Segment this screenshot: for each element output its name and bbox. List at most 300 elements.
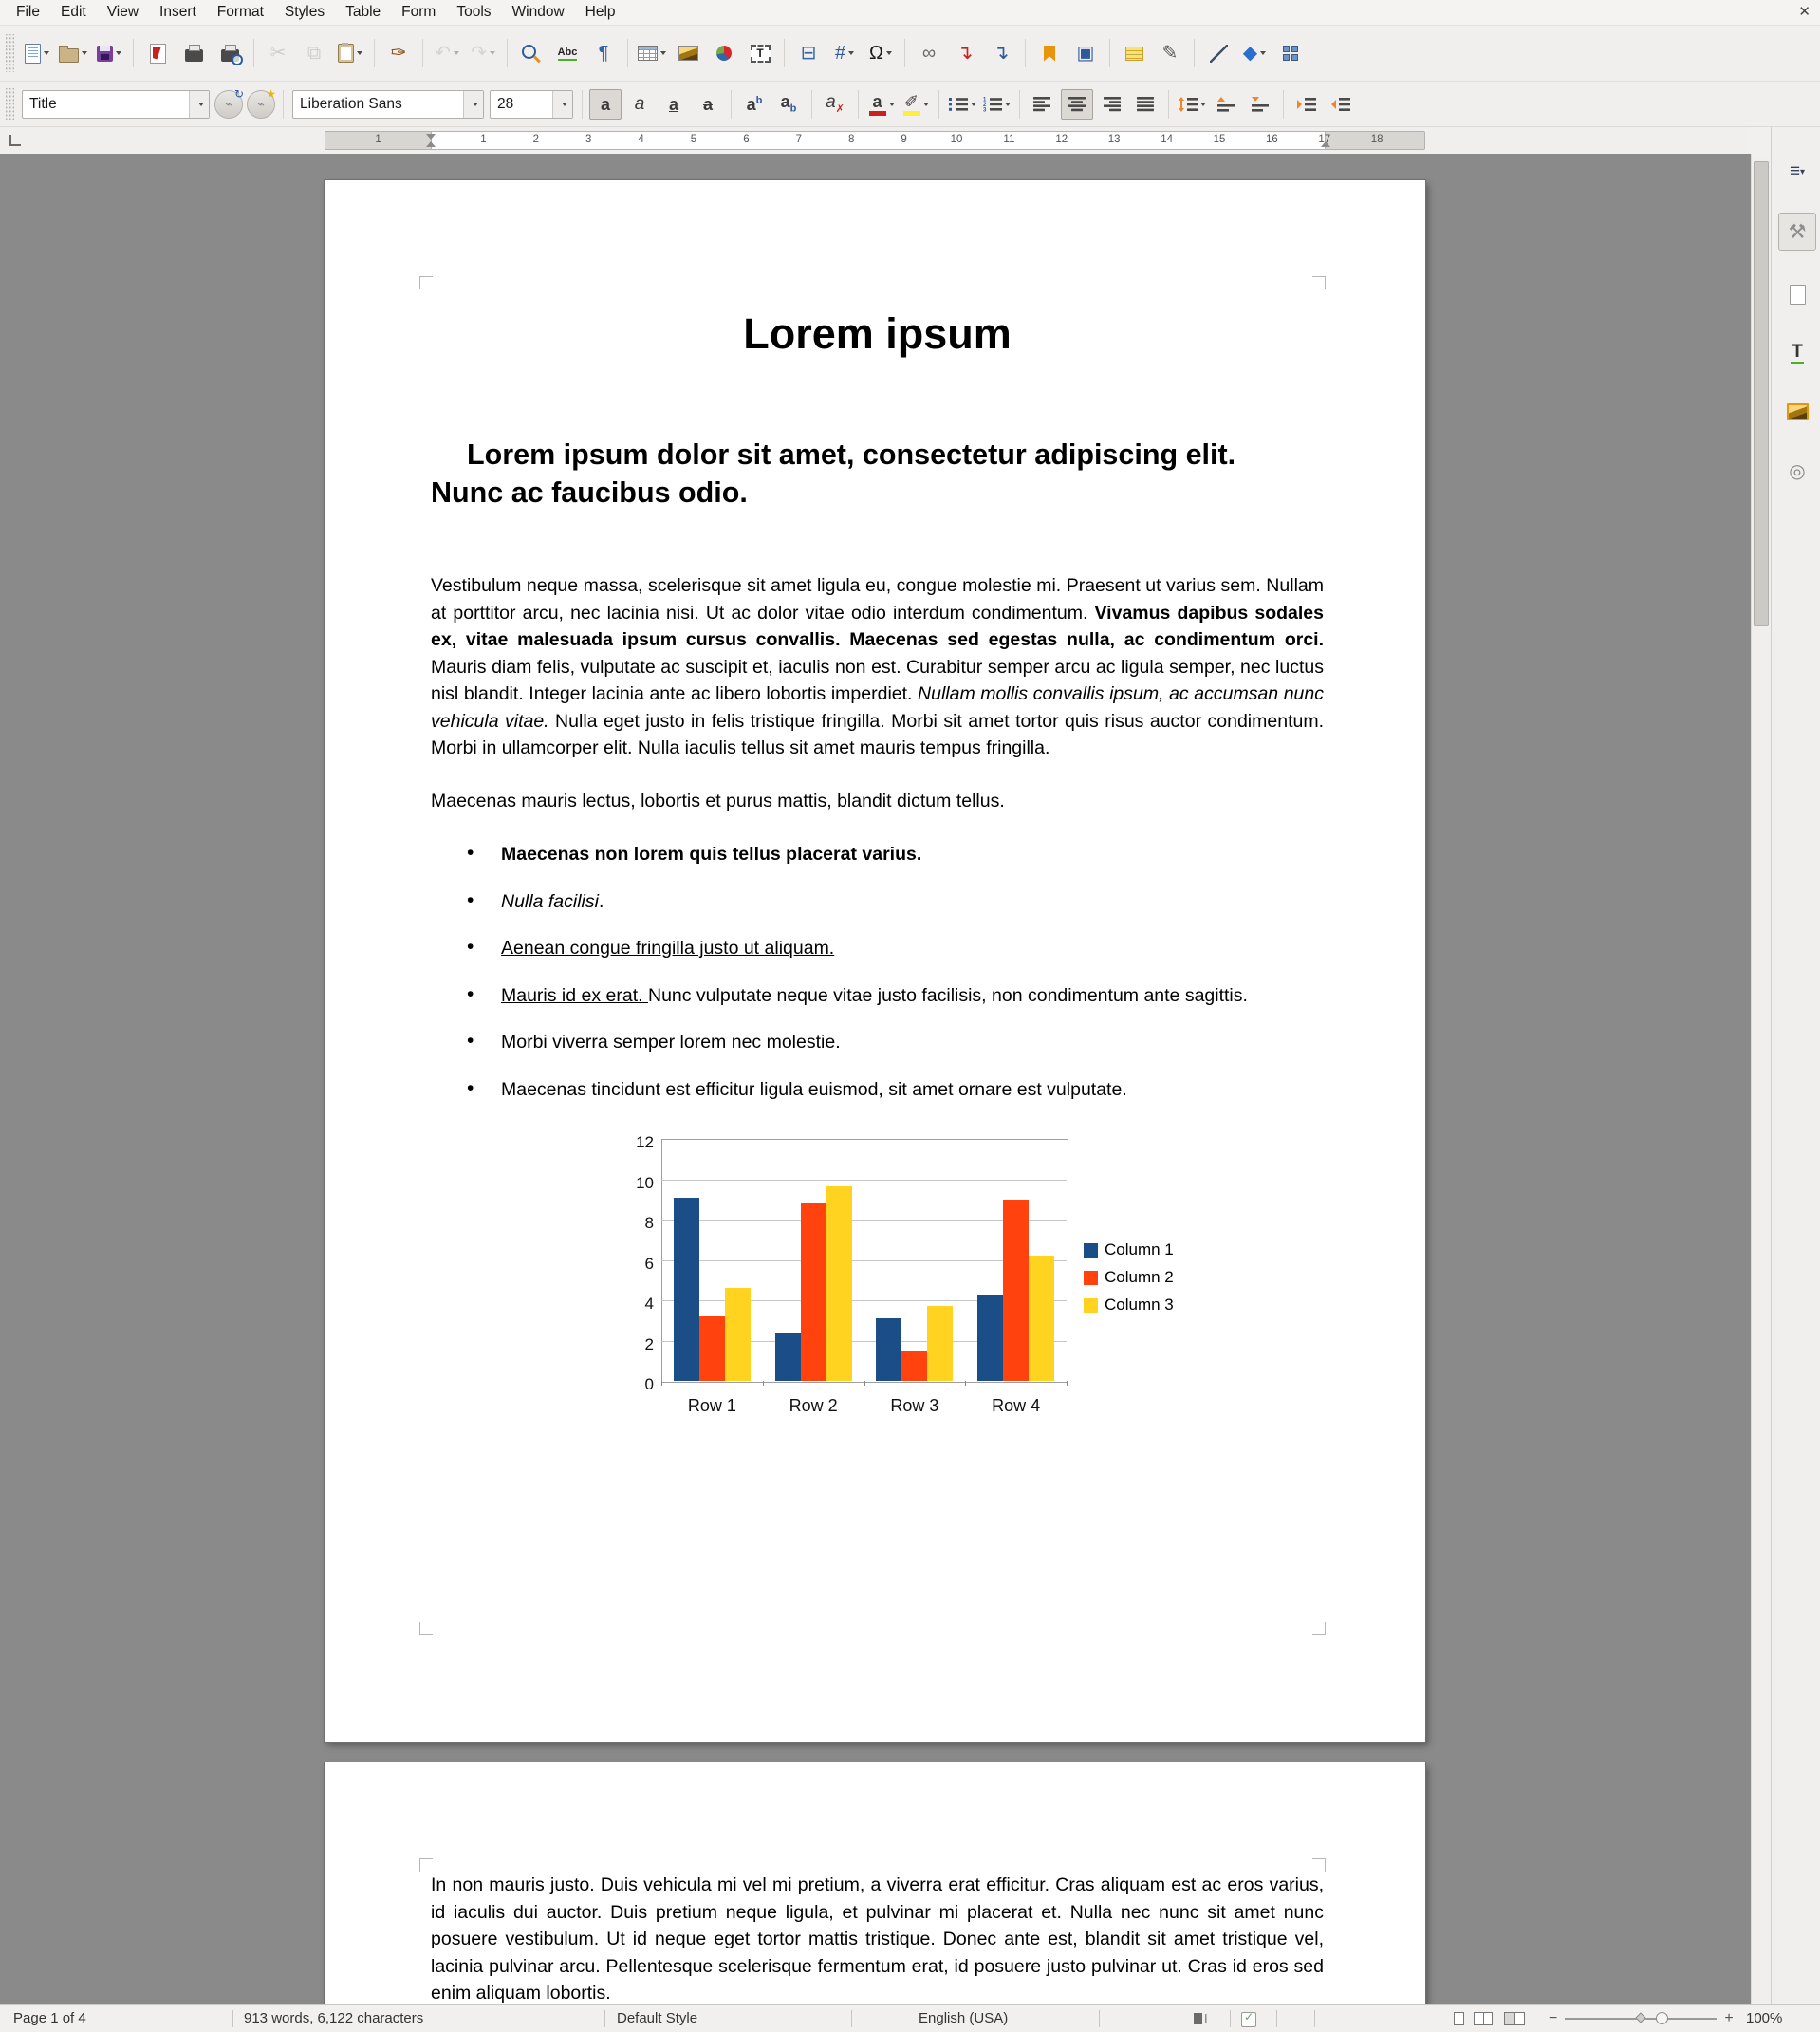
standard-toolbar-items [19,36,1309,70]
chart-bar [801,1203,826,1381]
legend-label: Column 2 [1105,1268,1174,1286]
paste-icon [338,44,354,63]
formatting-marks-button[interactable] [586,36,621,70]
dropdown-arrow-icon[interactable] [1260,51,1266,55]
font-size-combo[interactable] [490,90,573,119]
paragraph-style-dropdown[interactable] [189,91,209,118]
undo-button[interactable] [430,36,464,70]
document-area [0,154,1751,2004]
ruler-number: 18 [1370,134,1384,145]
undo-icon: ↶ [435,43,451,64]
status-separator [604,2010,605,2027]
chart-x-axis-label: Row 2 [789,1396,838,1415]
superscript-button[interactable] [738,89,771,120]
legend-swatch [1084,1243,1098,1258]
text-boundary-corner [1312,276,1326,289]
menu-window[interactable]: Window [511,4,565,20]
chart-axis-tick [1067,1381,1068,1386]
print-preview-icon [221,45,239,62]
insert-special-character-button[interactable] [864,36,898,70]
font-name-dropdown[interactable] [463,91,483,118]
clone-formatting-icon: ✑ [390,43,407,64]
text-boundary-corner [1312,1858,1326,1872]
chart-bar [775,1333,801,1381]
insert-image-button[interactable] [671,36,705,70]
text-boundary-corner [419,1622,433,1635]
page-2-content [325,1762,1425,2004]
export-pdf-icon [150,44,166,64]
chart-axis-tick [763,1381,764,1386]
document-title: Lorem ipsum [743,309,1012,358]
toolbar-separator [1194,39,1195,67]
chart-y-axis-label: 0 [644,1375,654,1393]
justify-button[interactable] [1129,89,1161,120]
subscript-button[interactable] [772,89,805,120]
toolbar-separator [283,90,284,119]
left-indent-marker[interactable] [426,141,436,147]
insert-chart-button[interactable] [707,36,741,70]
increase-indent-button[interactable] [1291,89,1323,120]
line-spacing-button[interactable] [1176,89,1208,120]
text-run-italic: Nulla facilisi [501,890,599,912]
text-boundary-corner [419,276,433,289]
dropdown-arrow-icon[interactable] [1200,103,1206,106]
chart-x-axis-label: Row 4 [992,1396,1041,1415]
zoom-slider-notch [1636,2012,1646,2023]
scrollbar-thumb[interactable] [1754,161,1769,626]
bold-button[interactable] [589,89,622,120]
ruler-number: 14 [1161,134,1173,145]
legend-swatch [1084,1271,1098,1285]
text-run-underline: Mauris id ex erat. [501,984,648,1006]
open-button[interactable] [56,36,90,70]
strikethrough-icon: a [702,94,713,114]
insert-comment-icon [1125,47,1143,61]
ruler-number: 1 [480,134,487,145]
menu-table[interactable]: Table [345,4,381,20]
toolbar-separator [811,90,812,119]
chart-axis-tick [864,1381,865,1386]
italic-icon: a [634,94,645,114]
multi-page-view-icon[interactable] [1474,2012,1493,2025]
menu-styles[interactable]: Styles [284,4,325,20]
chart-axis-tick [661,1381,662,1386]
paragraph-2: Maecenas mauris lectus, lobortis et purus mattis, blandit dictum tellus. [431,790,1005,811]
redo-icon: ↷ [471,43,487,64]
menu-tools[interactable]: Tools [456,4,492,20]
selection-mode-icon[interactable]: I [1194,2005,1208,2032]
insert-bookmark-button[interactable] [1032,36,1067,70]
insert-page-break-button[interactable] [791,36,826,70]
chart-bar [1003,1200,1029,1381]
formatting-toolbar [0,82,1820,127]
paragraph-style-value: Title [29,95,57,112]
open-icon [59,45,79,63]
print-button[interactable] [176,36,211,70]
toolbar-drag-handle[interactable] [6,34,14,73]
zoom-in-icon[interactable]: + [1724,2010,1734,2026]
bullet-item [467,982,1324,1010]
toolbar-separator [1168,90,1169,119]
basic-shapes-icon: ◆ [1242,43,1258,64]
italic-button[interactable] [623,89,656,120]
insert-special-character-icon: Ω [869,43,883,64]
document-heading: Lorem ipsum dolor sit amet, consectetur adipiscing elit. Nunc ac faucibus odio. [431,438,1236,509]
toolbar-separator [133,39,134,67]
bullet-list [467,841,1324,1103]
bullet-list-button[interactable] [946,89,978,120]
gallery-button[interactable] [1778,393,1816,431]
chart-legend-entry [1084,1292,1174,1319]
align-left-button[interactable] [1027,89,1059,120]
update-style-button[interactable]: ⌁ ↻ [214,90,243,119]
paragraph-style-combo[interactable] [22,90,210,119]
dropdown-arrow-icon[interactable] [848,51,854,55]
align-center-icon [1068,97,1086,112]
toolbar-separator [1019,90,1020,119]
redo-button[interactable] [466,36,500,70]
save-icon [97,46,113,62]
track-changes-icon: ✎ [1161,43,1179,64]
print-preview-button[interactable] [213,36,247,70]
font-color-button[interactable] [865,89,898,120]
clear-formatting-button[interactable] [819,89,851,120]
text-run-bold: Vivamus dapibus sodales ex, vitae malesuada ipsum cursus convallis. Maecenas sed egestas nulla, ac condimentum orci. [431,602,1324,650]
decrease-paragraph-spacing-button[interactable] [1244,89,1276,120]
ruler-margin-label: 1 [375,134,381,145]
chart-y-axis-label: 12 [636,1133,654,1151]
text-run: Maecenas tincidunt est efficitur ligula euismod, sit amet ornare est vulputate. [501,1078,1127,1100]
paragraph-1 [431,572,1324,762]
dropdown-arrow-icon[interactable] [1005,103,1011,106]
insert-endnote-icon: ↴ [993,43,1010,64]
status-separator [1276,2010,1277,2027]
text-boundary-corner [419,1858,433,1872]
dropdown-arrow-icon[interactable] [660,51,666,55]
chart-bar [699,1316,725,1381]
menu-bar [0,0,1820,25]
chart-axis-tick [965,1381,966,1386]
align-left-icon [1033,97,1052,112]
page-number-status[interactable]: Page 1 of 4 [13,2010,86,2026]
legend-swatch [1084,1298,1098,1313]
text-run: Nulla eget justo in felis tristique fringilla. Morbi sit amet tortor quis risus auctor condimentum. Morbi in ullamcorper elit. Nulla iaculis tellus sit amet mauris tempus fringilla. [431,710,1324,758]
cut-button[interactable] [261,36,295,70]
ruler-number: 11 [1003,134,1015,145]
chart-bar [901,1351,927,1381]
menu-file[interactable]: File [16,4,40,20]
word-count-status[interactable]: 913 words, 6,122 characters [244,2010,424,2026]
chart-y-axis-label: 4 [644,1295,654,1313]
numbered-list-button[interactable] [980,89,1012,120]
ruler-number: 15 [1213,134,1226,145]
language-status[interactable]: English (USA) [919,2010,1009,2026]
new-document-button[interactable] [20,36,54,70]
underline-icon: a [668,94,678,114]
chart-bar [876,1318,901,1381]
chart-y-axis-label: 6 [644,1254,654,1273]
text-run: . [598,890,604,912]
insert-chart-icon [716,46,732,61]
align-center-button[interactable] [1061,89,1093,120]
spelling-button[interactable] [550,36,585,70]
text-run: Vestibulum neque massa, scelerisque sit amet ligula eu, congue molestie mi. Praesent ut varius sem. Nullam at porttitor arcu, nec lacinia nisi. Ut ac dolor vitae odio interdum condimentum. [431,575,1324,624]
styles-icon: T [1791,343,1804,364]
menu-format[interactable]: Format [216,4,264,20]
first-line-indent-marker[interactable] [426,134,436,140]
ruler-number: 13 [1107,134,1121,145]
dropdown-arrow-icon[interactable] [923,103,929,106]
chevron-down-icon [198,103,204,106]
increase-paragraph-spacing-icon [1216,97,1235,112]
chart-bar [1029,1256,1054,1381]
ruler-number: 3 [585,134,592,145]
sidebar-settings-icon: ≡▾ [1789,160,1806,181]
chevron-down-icon [473,103,478,106]
page-button[interactable] [1778,275,1816,313]
text-run-underline: Aenean congue fringilla justo ut aliquam. [501,938,835,959]
insert-table-icon [638,46,658,61]
toolbar-separator [731,90,732,119]
embedded-bar-chart[interactable] [609,1123,1190,1439]
dropdown-arrow-icon[interactable] [971,103,976,106]
sidebar-settings-button[interactable] [1778,152,1816,190]
dropdown-arrow-icon[interactable] [490,51,495,55]
font-size-dropdown[interactable] [552,91,572,118]
formatting-toolbar-items [588,89,1358,120]
menu-bar-items [6,0,626,25]
strikethrough-button[interactable] [692,89,724,120]
insert-field-icon: # [834,43,846,64]
highlight-color-button[interactable] [900,89,932,120]
dropdown-arrow-icon[interactable] [44,51,49,55]
paste-button[interactable] [333,36,367,70]
ruler-number: 12 [1055,134,1068,145]
svg-text:3: 3 [982,106,986,112]
spelling-icon: Abc [558,47,578,61]
show-draw-functions-icon [1283,46,1298,61]
font-name-value: Liberation Sans [300,95,402,112]
bullet-item [467,1029,1324,1056]
ruler-text-area [431,132,1326,149]
text-boundary-corner [1312,1622,1326,1635]
gallery-icon [1787,403,1809,420]
menu-insert[interactable]: Insert [159,4,196,20]
insert-page-break-icon: ⊟ [800,43,817,64]
insert-text-box-icon: T [751,45,771,63]
decrease-paragraph-spacing-icon [1251,97,1270,112]
zoom-slider-thumb[interactable] [1656,2012,1668,2024]
justify-icon [1136,97,1155,112]
bullet-item [467,841,1324,868]
track-changes-button[interactable] [1153,36,1187,70]
toolbar-separator [858,90,859,119]
find-replace-icon [522,45,541,63]
chart-bar [927,1306,953,1381]
navigator-icon: ◎ [1789,460,1806,482]
bullet-item [467,1076,1324,1104]
vertical-scrollbar[interactable] [1751,154,1771,2004]
decrease-indent-icon [1331,97,1350,112]
cut-icon: ✂ [269,43,287,64]
status-separator [1099,2010,1100,2027]
insert-field-button[interactable] [827,36,862,70]
menu-help[interactable]: Help [585,4,616,20]
menu-view[interactable]: View [106,4,139,20]
insert-table-button[interactable] [635,36,669,70]
toolbar-separator [253,39,254,67]
text-run: Nunc vulputate neque vitae justo facilisis, non condimentum ante sagittis. [647,984,1248,1006]
highlight-color-icon: ✐ [903,93,920,116]
toolbar-separator [904,39,905,67]
toolbar-separator [1283,90,1284,119]
zoom-control [1549,2005,1734,2032]
insert-endnote-button[interactable] [984,36,1018,70]
ruler-number: 10 [950,134,963,145]
chevron-down-icon [562,103,567,106]
align-right-button[interactable] [1095,89,1127,120]
status-separator [232,2010,233,2027]
dropdown-arrow-icon[interactable] [82,51,87,55]
export-pdf-button[interactable] [140,36,175,70]
zoom-slider[interactable] [1565,2018,1717,2020]
align-right-icon [1102,97,1121,112]
sidebar-tab-bar [1771,127,1820,2004]
copy-icon: ⧉ [306,43,322,64]
properties-button[interactable] [1778,213,1816,251]
superscript-icon: $a^b$ [746,94,763,114]
toolbar-separator [784,39,785,67]
toolbar-separator [582,90,583,119]
line-spacing-icon [1179,97,1198,112]
dropdown-arrow-icon[interactable] [889,103,895,106]
insert-text-box-button[interactable] [743,36,777,70]
copy-button[interactable] [297,36,331,70]
insert-image-icon [678,46,698,61]
ruler-number: 2 [532,134,539,145]
dropdown-arrow-icon[interactable] [886,51,892,55]
dropdown-arrow-icon[interactable] [116,51,121,55]
legend-label: Column 1 [1105,1240,1174,1258]
dropdown-arrow-icon[interactable] [357,51,362,55]
properties-icon: ⚒ [1788,220,1807,243]
svg-text:1: 1 [982,97,986,103]
bullet-item [467,888,1324,916]
ruler-number: 16 [1265,134,1278,145]
numbered-list-icon [983,97,1002,112]
insert-hyperlink-button[interactable] [912,36,946,70]
insert-footnote-button[interactable] [948,36,982,70]
ruler-number: 7 [795,134,802,145]
show-draw-functions-button[interactable] [1273,36,1308,70]
zoom-level-status[interactable]: 100% [1746,2010,1783,2026]
page-1[interactable] [325,180,1425,1742]
chart-y-axis-label: 8 [644,1214,654,1232]
increase-indent-icon [1297,97,1316,112]
legend-label: Column 3 [1105,1296,1174,1314]
text-run: Morbi viverra semper lorem nec molestie. [501,1032,841,1053]
single-page-view-icon[interactable] [1454,2012,1464,2025]
text-run-bold: Maecenas non lorem quis tellus placerat varius. [501,844,922,865]
chart-bar [674,1198,699,1381]
menu-edit[interactable]: Edit [60,4,86,20]
new-style-button[interactable]: ⌁ ★ [247,90,275,119]
insert-hyperlink-icon: ∞ [921,43,937,64]
standard-toolbar [0,25,1820,82]
save-button[interactable] [92,36,126,70]
insert-comment-button[interactable] [1117,36,1151,70]
ruler-number: 9 [901,134,907,145]
bullet-item [467,935,1324,962]
refresh-icon: ↻ [233,86,244,101]
page-icon [1790,285,1806,305]
navigator-button[interactable] [1778,452,1816,490]
bold-icon: a [600,94,610,114]
chart-legend-entry [1084,1237,1174,1264]
page-style-status[interactable]: Default Style [617,2010,698,2026]
print-icon [185,45,203,62]
svg-text:2: 2 [982,102,986,108]
increase-paragraph-spacing-button[interactable] [1210,89,1242,120]
page-1-content [325,180,1425,1439]
underline-button[interactable] [658,89,690,120]
chart-bar [725,1288,751,1381]
ruler-number: 8 [847,134,855,145]
toolbar-separator [1025,39,1026,67]
ruler-number: 6 [743,134,750,145]
ruler-number: 17 [1318,134,1331,145]
chart-bar [977,1295,1003,1381]
subscript-icon: $a_b$ [780,92,797,115]
status-separator [1314,2010,1315,2027]
toolbar-separator [507,39,508,67]
insert-cross-reference-icon: ▣ [1076,43,1095,64]
status-separator [1230,2010,1231,2027]
find-replace-button[interactable] [514,36,548,70]
toolbar-separator [627,39,628,67]
document-modified-icon[interactable] [1241,2012,1256,2027]
basic-shapes-button[interactable] [1237,36,1272,70]
clear-formatting-icon: $a_✗$ [826,92,845,115]
ruler-row [0,127,1751,154]
styles-button[interactable] [1778,334,1816,372]
status-separator [851,2010,852,2027]
ruler-number: 5 [690,134,697,145]
chart-x-axis-label: Row 1 [687,1396,736,1415]
insert-line-button[interactable] [1201,36,1235,70]
tab-stop-selector-icon[interactable] [9,135,21,146]
page-2-paragraph: In non mauris justo. Duis vehicula mi vel mi pretium, a viverra erat efficitur. Cras aliquam est ac eros varius, id iaculis dui auctor. Duis pretium neque ligula, et pulvinar mi placerat et. Nulla nec nunc sit amet nunc posuere vestibulum. Ut id neque eget tortor mattis tristique. Donec ante est, blandit sit amet tristique vel, lacinia pulvinar arcu. Pellentesque scelerisque fermentum erat, id posuere justo pulvinar ut. Cras id eros sed enim aliquam lobortis. [431,1874,1324,2004]
insert-cross-reference-button[interactable] [1068,36,1103,70]
zoom-out-icon[interactable]: − [1549,2010,1558,2026]
decrease-indent-button[interactable] [1325,89,1357,120]
horizontal-ruler[interactable] [325,131,1425,150]
dropdown-arrow-icon[interactable] [454,51,459,55]
book-view-icon[interactable] [1504,2012,1525,2025]
insert-bookmark-icon [1044,46,1055,62]
toolbar-drag-handle-2[interactable] [6,88,14,120]
menu-form[interactable]: Form [401,4,436,20]
toolbar-separator [1109,39,1110,67]
clone-formatting-button[interactable] [381,36,416,70]
chart-bar [826,1186,852,1381]
toolbar-separator [374,39,375,67]
text-run: Mauris diam felis, vulputate ac suscipit et, iaculis non est. Curabitur semper arcu ac ligula semper, nec luctus nisl blandit. Integer lacinia ante ac libero lobortis imperdiet. [431,656,1324,704]
font-name-combo[interactable] [292,90,484,119]
close-document-icon[interactable]: ✕ [1798,4,1811,20]
bullet-list-icon [949,97,968,112]
page-2[interactable] [325,1762,1425,2004]
